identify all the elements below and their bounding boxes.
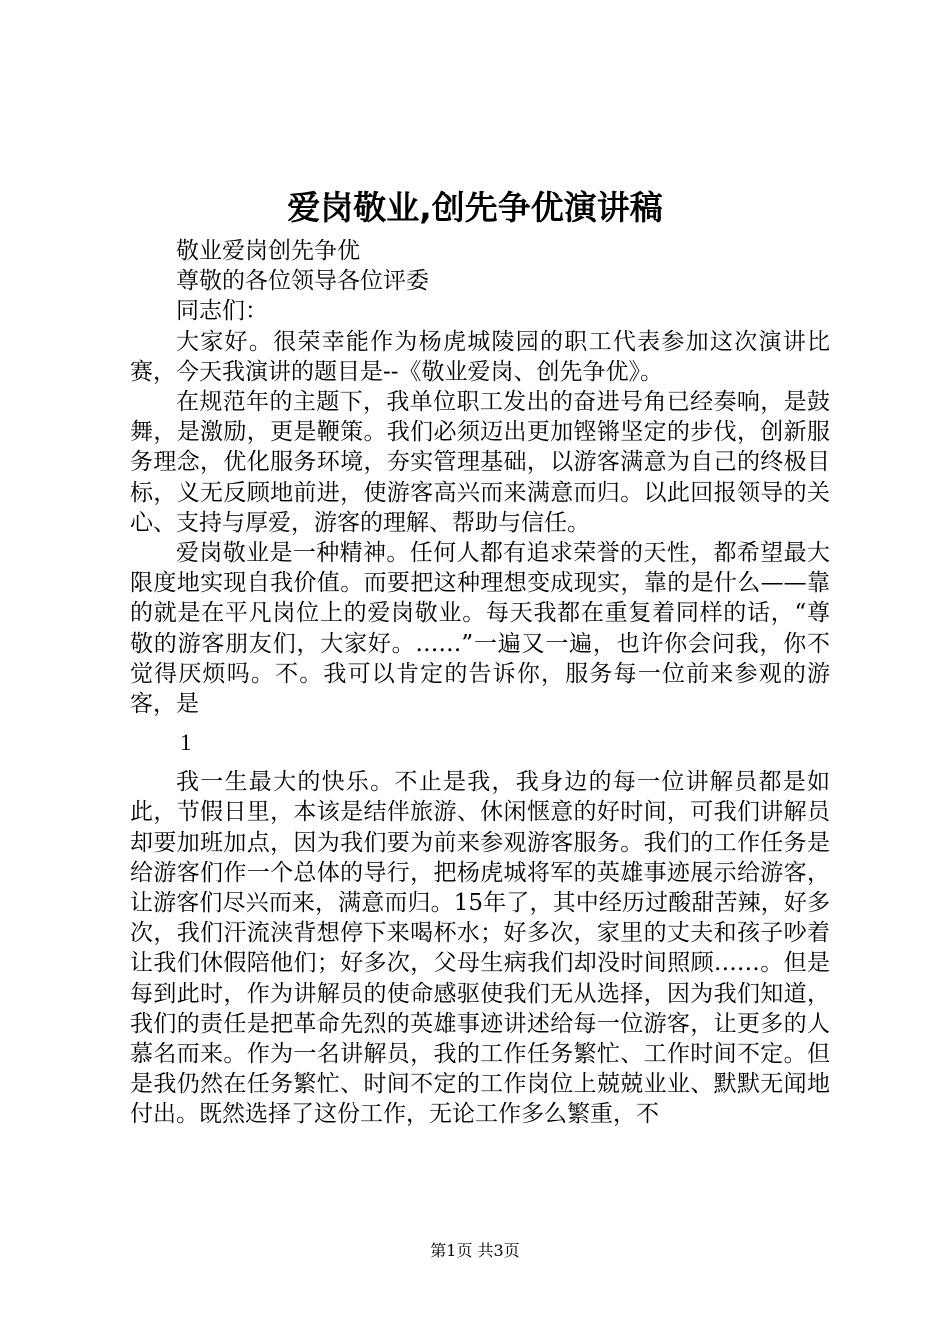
paragraph-spirit: 爱岗敬业是一种精神。任何人都有追求荣誉的天性，都希望最大限度地实现自我价值。而要把这种理想变成现实，靠的是什么——靠的就是在平凡岗位上的爱岗敬业。每天我都在重复着同样的话，“尊敬的游客朋友们，大家好。……”一遍又一遍，也许你会问我，你不觉得厌烦吗。不。我可以肯定的告诉你，服务每一位前来参观的游客，是 (130, 540, 830, 718)
paragraph-theme: 在规范年的主题下，我单位职工发出的奋进号角已经奏响，是鼓舞，是激励，更是鞭策。我们必须迈出更加铿锵坚定的步伐，创新服务理念，优化服务环境，夯实管理基础，以游客满意为自己的终极目标，义无反顾地前进，使游客高兴而来满意而归。以此回报领导的关心、支持与厚爱，游客的理解、帮助与信任。 (130, 389, 830, 536)
page-footer: 第1页 共3页 (430, 1241, 520, 1260)
paragraph-intro: 大家好。很荣幸能作为杨虎城陵园的职工代表参加这次演讲比赛，今天我演讲的题目是--《敬业爱岗、创先争优》。 (130, 328, 830, 385)
paragraph-subtitle: 敬业爱岗创先争优 (176, 238, 360, 264)
inline-page-number: 1 (180, 730, 192, 756)
paragraph-salutation: 尊敬的各位领导各位评委 (176, 268, 429, 295)
paragraph-continuation: 我一生最大的快乐。不止是我，我身边的每一位讲解员都是如此，节假日里，本该是结伴旅游、休闲惬意的好时间，可我们讲解员却要加班加点，因为我们要为前来参观游客服务。我们的工作任务是给游客们作一个总体的导行，把杨虎城将军的英雄事迹展示给游客，让游客们尽兴而来，满意而归。15年了，其中经历过酸甜苦辣，好多次，我们汗流浃背想停下来喝杯水；好多次，家里的丈夫和孩子吵着让我们休假陪他们；好多次，父母生病我们却没时间照顾……。但是每到此时，作为讲解员的使命感驱使我们无从选择，因为我们知道，我们的责任是把革命先烈的英雄事迹讲述给每一位游客，让更多的人慕名而来。作为一名讲解员，我的工作任务繁忙、工作时间不定。但是我仍然在任务繁忙、时间不定的工作岗位上兢兢业业、默默无闻地付出。既然选择了这份工作，无论工作多么繁重，不 (130, 769, 830, 1128)
document-title: 爱岗敬业,创先争优演讲稿 (287, 188, 663, 227)
document-body (130, 236, 830, 1130)
paragraph-greeting: 同志们： (176, 298, 268, 325)
